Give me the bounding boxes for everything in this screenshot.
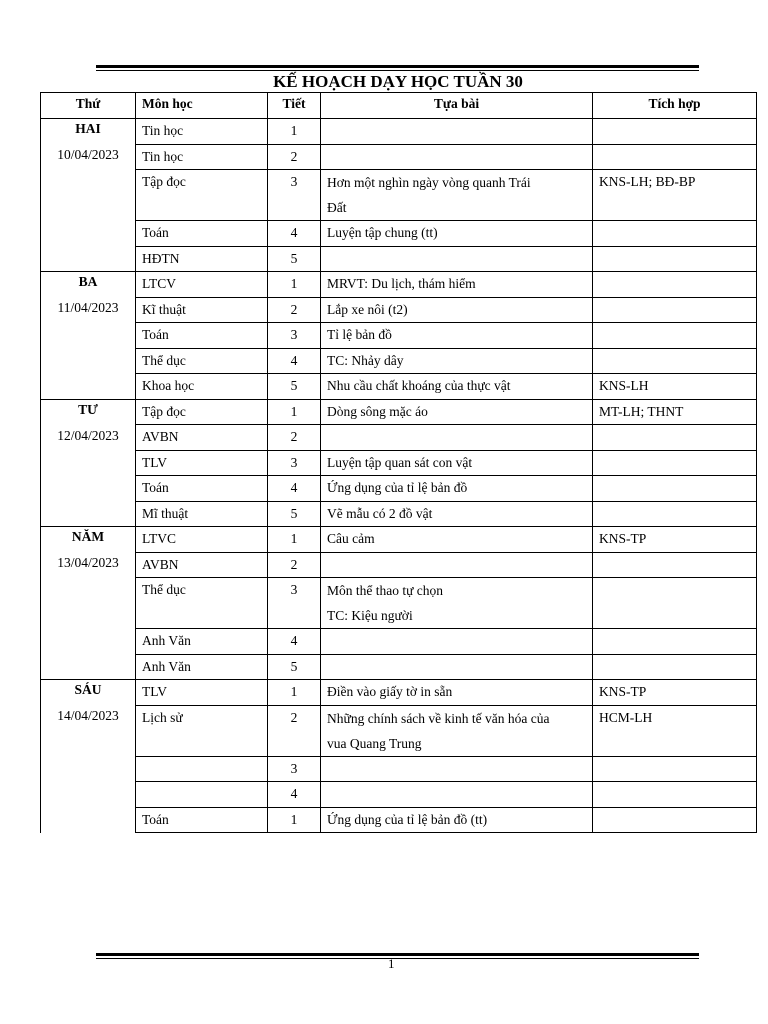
- day-name: HAI: [75, 121, 101, 136]
- lesson-line: vua Quang Trung: [327, 735, 422, 751]
- integration-cell: [593, 297, 757, 323]
- table-row: [41, 450, 757, 476]
- period-cell: 3: [268, 756, 321, 782]
- period-cell: 4: [268, 348, 321, 374]
- period-cell: 1: [268, 272, 321, 298]
- subject-cell: Toán: [136, 807, 268, 833]
- lesson-line: TC: Kiệu người: [327, 608, 413, 623]
- period-cell: 1: [268, 680, 321, 706]
- lesson-cell: TC: Nhảy dây: [321, 348, 593, 374]
- day-date: 10/04/2023: [57, 147, 119, 162]
- period-cell: 4: [268, 221, 321, 247]
- integration-cell: KNS-TP: [593, 527, 757, 553]
- table-row: [41, 782, 757, 808]
- period-cell: 4: [268, 782, 321, 808]
- integration-cell: [593, 782, 757, 808]
- integration-cell: [593, 221, 757, 247]
- subject-cell: Tin học: [136, 119, 268, 145]
- table-row: [41, 654, 757, 680]
- table-row: [41, 221, 757, 247]
- subject-cell: LTVC: [136, 527, 268, 553]
- table-row: [41, 170, 757, 221]
- lesson-cell: Dòng sông mặc áo: [321, 399, 593, 425]
- subject-cell: Kĩ thuật: [136, 297, 268, 323]
- lesson-line: Những chính sách về kinh tế văn hóa của: [327, 710, 550, 726]
- lesson-cell: Luyện tập chung (tt): [321, 221, 593, 247]
- period-cell: 4: [268, 629, 321, 655]
- table-row: [41, 272, 757, 298]
- period-cell: 5: [268, 246, 321, 272]
- day-cell: [41, 680, 136, 833]
- header-day: Thứ: [41, 93, 136, 119]
- table-row: [41, 680, 757, 706]
- integration-cell: HCM-LH: [593, 705, 757, 756]
- page-number: 1: [388, 956, 395, 971]
- subject-cell: HĐTN: [136, 246, 268, 272]
- integration-cell: [593, 450, 757, 476]
- lesson-cell: [321, 246, 593, 272]
- header-integration: Tích hợp: [593, 93, 757, 119]
- table-row: [41, 476, 757, 502]
- day-name: TƯ: [78, 401, 98, 417]
- subject-cell: TLV: [136, 450, 268, 476]
- footer-rule: [96, 953, 699, 959]
- period-cell: 1: [268, 807, 321, 833]
- table-row: [41, 552, 757, 578]
- period-cell: 5: [268, 374, 321, 400]
- subject-cell: Toán: [136, 476, 268, 502]
- subject-cell: Toán: [136, 221, 268, 247]
- table-row: [41, 246, 757, 272]
- table-row: [41, 629, 757, 655]
- integration-cell: [593, 476, 757, 502]
- subject-cell: TLV: [136, 680, 268, 706]
- integration-cell: [593, 654, 757, 680]
- subject-cell: AVBN: [136, 425, 268, 451]
- subject-cell: AVBN: [136, 552, 268, 578]
- lesson-cell: [321, 654, 593, 680]
- day-cell: [41, 527, 136, 680]
- period-cell: 3: [268, 323, 321, 349]
- period-cell: 1: [268, 527, 321, 553]
- lesson-cell: [321, 425, 593, 451]
- lesson-cell: [321, 629, 593, 655]
- subject-cell: Toán: [136, 323, 268, 349]
- subject-cell: Thể dục: [136, 578, 268, 629]
- day-date: 14/04/2023: [57, 708, 119, 723]
- day-date: 11/04/2023: [57, 300, 119, 315]
- table-row: [41, 578, 757, 629]
- subject-cell: LTCV: [136, 272, 268, 298]
- header-lesson: Tựa bài: [321, 93, 593, 119]
- table-row: [41, 374, 757, 400]
- day-name: NĂM: [71, 529, 105, 544]
- integration-cell: KNS-TP: [593, 680, 757, 706]
- integration-cell: [593, 144, 757, 170]
- table-row: [41, 705, 757, 756]
- day-cell: [41, 272, 136, 400]
- lesson-cell: [321, 782, 593, 808]
- schedule-table: [40, 92, 757, 833]
- period-cell: 5: [268, 501, 321, 527]
- lesson-cell: [321, 119, 593, 145]
- lesson-line: Môn thể thao tự chọn: [327, 583, 444, 598]
- subject-cell: Anh Văn: [136, 629, 268, 655]
- lesson-cell: [321, 705, 593, 756]
- page-title: KẾ HOẠCH DẠY HỌC TUẦN 30: [273, 72, 523, 91]
- table-row: [41, 348, 757, 374]
- period-cell: 3: [268, 450, 321, 476]
- lesson-cell: [321, 144, 593, 170]
- lesson-cell: Luyện tập quan sát con vật: [321, 450, 593, 476]
- integration-cell: [593, 629, 757, 655]
- lesson-cell: [321, 552, 593, 578]
- integration-cell: [593, 756, 757, 782]
- subject-cell: [136, 756, 268, 782]
- lesson-cell: Lắp xe nôi (t2): [321, 297, 593, 323]
- lesson-cell: [321, 756, 593, 782]
- period-cell: 2: [268, 552, 321, 578]
- integration-cell: [593, 578, 757, 629]
- table-header-row: [41, 93, 757, 119]
- integration-cell: KNS-LH; BĐ-BP: [593, 170, 757, 221]
- subject-cell: Tin học: [136, 144, 268, 170]
- subject-cell: Tập đọc: [136, 399, 268, 425]
- subject-cell: Khoa học: [136, 374, 268, 400]
- header-period: Tiết: [268, 93, 321, 119]
- period-cell: 2: [268, 705, 321, 756]
- table-row: [41, 756, 757, 782]
- table-row: [41, 527, 757, 553]
- lesson-cell: Vẽ mẫu có 2 đồ vật: [321, 501, 593, 527]
- subject-cell: Thể dục: [136, 348, 268, 374]
- table-row: [41, 399, 757, 425]
- header-subject: Môn học: [136, 93, 268, 119]
- table-row: [41, 425, 757, 451]
- lesson-cell: [321, 170, 593, 221]
- integration-cell: [593, 807, 757, 833]
- lesson-cell: MRVT: Du lịch, thám hiểm: [321, 272, 593, 298]
- day-date: 13/04/2023: [57, 555, 119, 570]
- period-cell: 1: [268, 119, 321, 145]
- lesson-cell: Tỉ lệ bản đồ: [321, 323, 593, 349]
- table-row: [41, 297, 757, 323]
- day-date: 12/04/2023: [57, 427, 119, 443]
- period-cell: 5: [268, 654, 321, 680]
- day-cell: [41, 399, 136, 527]
- integration-cell: [593, 552, 757, 578]
- integration-cell: [593, 119, 757, 145]
- table-row: [41, 323, 757, 349]
- table-row: [41, 119, 757, 145]
- table-row: [41, 501, 757, 527]
- integration-cell: KNS-LH: [593, 374, 757, 400]
- lesson-cell: Ứng dụng của tỉ lệ bản đồ: [321, 476, 593, 502]
- subject-cell: Mĩ thuật: [136, 501, 268, 527]
- integration-cell: [593, 272, 757, 298]
- lesson-cell: Ứng dụng của tỉ lệ bản đồ (tt): [321, 807, 593, 833]
- integration-cell: MT-LH; THNT: [593, 399, 757, 425]
- lesson-cell: [321, 578, 593, 629]
- period-cell: 3: [268, 578, 321, 629]
- day-name: SÁU: [74, 682, 102, 697]
- subject-cell: Tập đọc: [136, 170, 268, 221]
- period-cell: 4: [268, 476, 321, 502]
- period-cell: 3: [268, 170, 321, 221]
- integration-cell: [593, 246, 757, 272]
- lesson-cell: Câu cảm: [321, 527, 593, 553]
- lesson-line: Đất: [327, 200, 347, 215]
- integration-cell: [593, 501, 757, 527]
- lesson-cell: Điền vào giấy tờ in sẵn: [321, 680, 593, 706]
- subject-cell: Anh Văn: [136, 654, 268, 680]
- integration-cell: [593, 323, 757, 349]
- period-cell: 2: [268, 144, 321, 170]
- period-cell: 2: [268, 425, 321, 451]
- subject-cell: Lịch sử: [136, 705, 268, 756]
- day-name: BA: [78, 274, 98, 289]
- integration-cell: [593, 348, 757, 374]
- integration-cell: [593, 425, 757, 451]
- subject-cell: [136, 782, 268, 808]
- lesson-cell: Nhu cầu chất khoáng của thực vật: [321, 374, 593, 400]
- lesson-line: Hơn một nghìn ngày vòng quanh Trái: [327, 175, 531, 190]
- table-row: [41, 144, 757, 170]
- table-row: [41, 807, 757, 833]
- period-cell: 1: [268, 399, 321, 425]
- period-cell: 2: [268, 297, 321, 323]
- day-cell: [41, 119, 136, 272]
